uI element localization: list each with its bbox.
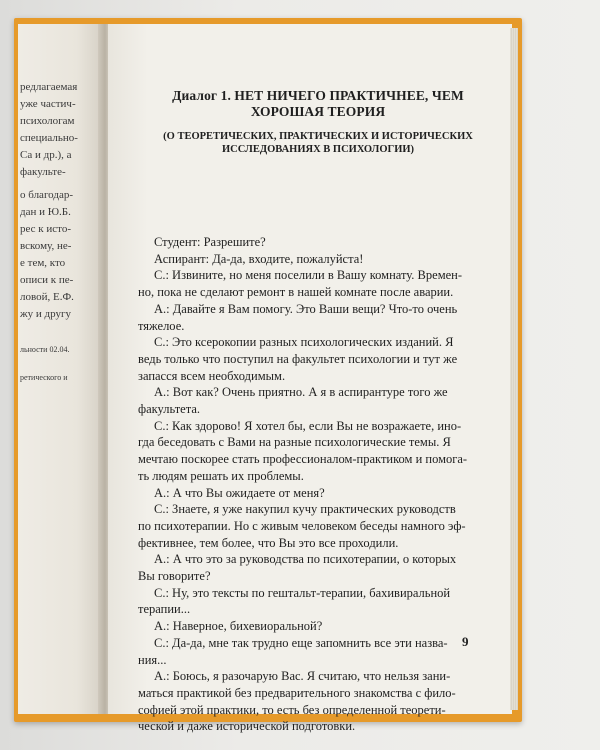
- chapter-title: [138, 88, 498, 120]
- text-line: терапии...: [138, 602, 191, 617]
- text-line: гда беседовать с Вами на разные психологические темы. Я: [138, 435, 451, 450]
- text-line: Вы говорите?: [138, 569, 211, 584]
- left-page-text: о благодар-: [20, 189, 74, 201]
- text-line: С.: Извините, но меня поселили в Вашу комнату. Времен-: [154, 268, 463, 283]
- text-line: А.: Давайте я Вам помогу. Это Ваши вещи? Что-то очень: [154, 301, 458, 316]
- left-page-text: ретического и: [20, 373, 68, 382]
- page-number: 9: [462, 634, 469, 649]
- text-line: факультета.: [138, 402, 201, 417]
- text-line: С.: Это ксерокопии разных психологических изданий. Я: [154, 335, 454, 350]
- chapter-subtitle-line: ИССЛЕДОВАНИЯХ В ПСИХОЛОГИИ): [221, 144, 415, 155]
- left-page-text: специально-: [20, 132, 78, 144]
- text-line: но, пока не сделают ремонт в нашей комнате после аварии.: [138, 285, 454, 300]
- text-line: фективнее, тем более, что Вы это все проходили.: [138, 535, 399, 550]
- left-page-text: е тем, кто: [20, 257, 66, 269]
- text-line: ведь только что поступил на факультет психологии и тут же: [138, 351, 458, 366]
- text-line: С.: Ну, это тексты по гештальт-терапии, бахивиральной: [154, 585, 451, 600]
- text-line: маться практикой без предварительного знакомства с фило-: [138, 685, 456, 700]
- left-page-text: жу и другу: [20, 308, 71, 320]
- text-line: тяжелое.: [138, 318, 185, 333]
- text-line: С.: Знаете, я уже накупил кучу практических руководств: [154, 502, 456, 517]
- text-line: А.: А что Вы ожидаете от меня?: [154, 485, 325, 500]
- left-page-text: редлагаемая: [20, 81, 78, 93]
- chapter-subtitle-line: (О ТЕОРЕТИЧЕСКИХ, ПРАКТИЧЕСКИХ И ИСТОРИЧЕСКИХ: [163, 131, 473, 142]
- text-line: А.: Наверное, бихевиоральной?: [154, 619, 323, 634]
- left-page: [18, 24, 102, 714]
- dialogue-body: [138, 234, 490, 735]
- left-page-text: описи к пе-: [20, 274, 74, 286]
- left-page-text: льности 02.04.: [20, 345, 70, 354]
- chapter-title-line: Диалог 1. НЕТ НИЧЕГО ПРАКТИЧНЕЕ, ЧЕМ: [172, 88, 464, 103]
- page-edges: [510, 28, 518, 710]
- chapter-title-line: ХОРОШАЯ ТЕОРИЯ: [250, 104, 386, 119]
- text-line: С.: Как здорово! Я хотел бы, если Вы не возражаете, ино-: [154, 418, 462, 433]
- chapter-subtitle: [148, 130, 488, 156]
- left-page-text: ловой, Е.Ф.: [20, 291, 74, 303]
- text-line: мечтаю поскорее стать профессионалом-практиком и помога-: [138, 452, 468, 467]
- left-page-text: уже частич-: [20, 98, 76, 110]
- text-line: ть людям решать их проблемы.: [138, 468, 304, 483]
- left-page-text: вскому, не-: [20, 240, 72, 252]
- text-line: А.: Вот как? Очень приятно. А я в аспирантуре того же: [154, 385, 448, 400]
- text-line: А.: А что это за руководства по психотерапии, о которых: [154, 552, 457, 567]
- text-line: ческой и даже исторической подготовки.: [138, 719, 356, 734]
- left-page-text: рес к исто-: [20, 223, 71, 235]
- text-line: софией этой практики, то есть без определенной теорети-: [138, 702, 446, 717]
- left-page-text: факульте-: [20, 166, 66, 178]
- left-page-text: дан и Ю.Б.: [20, 206, 71, 218]
- page-content: [138, 88, 498, 734]
- text-line: С.: Да-да, мне так трудно еще запомнить все эти назва-: [154, 635, 448, 650]
- left-page-text: Са и др.), а: [20, 149, 72, 161]
- text-line: по психотерапии. Но с живым человеком беседы намного эф-: [138, 518, 466, 533]
- left-page-text: психологам: [20, 115, 75, 127]
- text-line: ния...: [138, 652, 167, 667]
- text-line: А.: Боюсь, я разочарую Вас. Я считаю, что нельзя зани-: [154, 669, 451, 684]
- text-line: Студент: Разрешите?: [154, 235, 266, 249]
- text-line: Аспирант: Да-да, входите, пожалуйста!: [154, 251, 364, 266]
- text-line: запасся всем необходимым.: [138, 368, 286, 383]
